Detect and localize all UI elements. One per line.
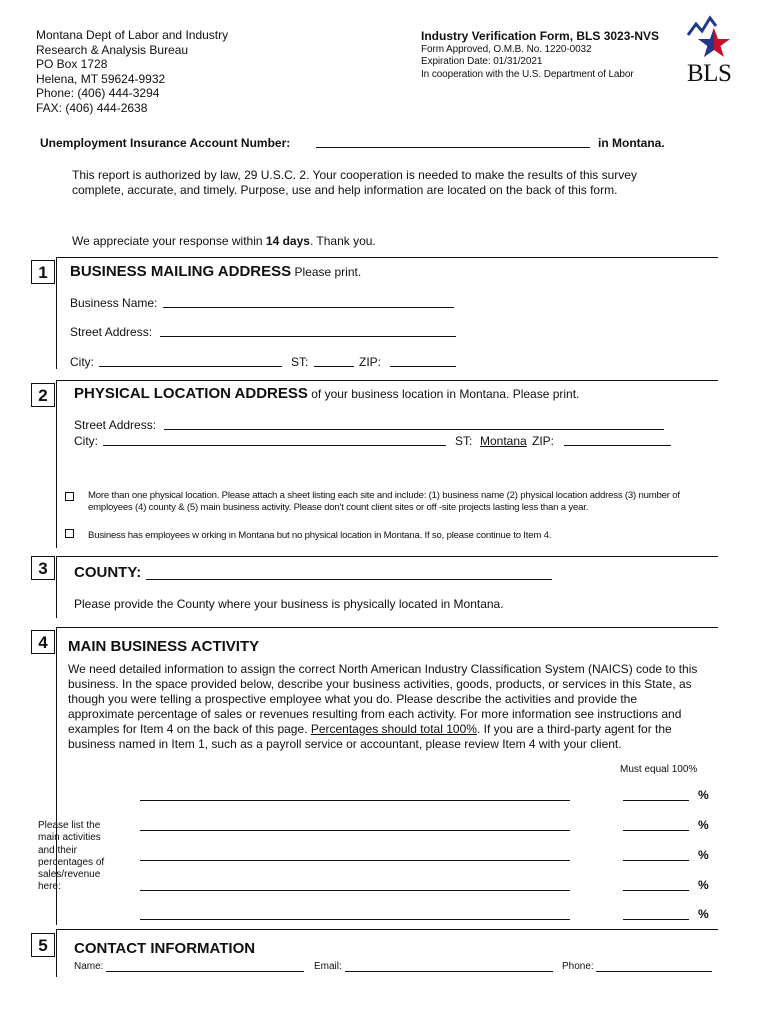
section3-left-rule [56,556,57,618]
percent-line-4[interactable] [623,890,689,891]
agency-bureau: Research & Analysis Bureau [36,42,189,57]
section2-number: 2 [31,383,55,407]
form-expiration: Expiration Date: 01/31/2021 [421,56,543,68]
no-physical-location-checkbox[interactable] [65,529,74,538]
mailing-st-label: ST: [291,355,309,369]
physical-st-value: Montana [480,434,527,448]
contact-phone-field[interactable] [596,971,712,972]
appreciation-text [72,234,376,248]
physical-zip-label: ZIP: [532,434,555,448]
multiple-locations-text: More than one physical location. Please attach a sheet listing each site and include: (1) business name (2) physical location address (3) number of employees (4) county & (5) main business activity. Please don't count client sites or off -site projects lasting less than a year. [88,490,680,513]
section2-title: PHYSICAL LOCATION ADDRESS [74,385,308,402]
contact-email-field[interactable] [345,971,553,972]
main-activity-text-post: . If you are a third-party agent for the business named in Item 1, such as a payroll service or accountant, please review Item 4 with your client. [68,722,672,751]
section1-number: 1 [31,260,55,284]
county-field[interactable] [146,579,552,580]
section2-left-rule [56,380,57,548]
ui-account-number-field[interactable] [316,147,590,148]
section3-top-rule [56,556,718,557]
physical-street-label: Street Address: [74,418,157,432]
percent-sign-4: % [698,878,709,892]
agency-city: Helena, MT 59624-9932 [36,71,166,86]
ui-account-label: Unemployment Insurance Account Number: [40,136,291,150]
activity-line-3[interactable] [140,860,570,861]
section1-heading [70,263,361,281]
mailing-street-label: Street Address: [70,325,153,339]
section3-number: 3 [31,556,55,580]
multiple-locations-checkbox[interactable] [65,492,74,501]
contact-email-label: Email: [314,961,342,972]
form-omb: Form Approved, O.M.B. No. 1220-0032 [421,44,592,55]
agency-phone: Phone: (406) 444-3294 [36,86,160,101]
activity-line-1[interactable] [140,800,570,801]
bls-star-icon [684,14,744,62]
business-name-field[interactable] [163,307,454,308]
form-cooperation: In cooperation with the U.S. Department of Labor [421,68,634,80]
section1-left-rule [56,257,57,369]
percent-sign-5: % [698,907,709,921]
physical-st-label: ST: [455,434,473,448]
percent-line-3[interactable] [623,860,689,861]
percent-line-5[interactable] [623,919,689,920]
percent-sign-1: % [698,788,709,802]
form-title: Industry Verification Form, BLS 3023-NVS [421,29,660,43]
percent-line-1[interactable] [623,800,689,801]
form-info [421,29,681,81]
mailing-zip-label: ZIP: [359,355,382,369]
section1-top-rule [56,257,718,258]
contact-phone-label: Phone: [562,961,594,972]
no-physical-location-text: Business has employees w orking in Montana but no physical location in Montana. If so, please continue to Item 4. [88,530,552,541]
contact-name-label: Name: [74,961,104,972]
physical-city-label: City: [74,434,98,448]
appreciation-post: . Thank you. [309,234,376,248]
section2-note: of your business location in Montana. Please print. [307,387,580,401]
ui-account-suffix: in Montana. [598,136,665,150]
must-equal-note: Must equal 100% [620,764,698,775]
section5-top-rule [56,929,718,930]
contact-name-field[interactable] [106,971,304,972]
activity-line-5[interactable] [140,919,570,920]
agency-name: Montana Dept of Labor and Industry [36,28,229,42]
section1-note: Please print. [291,265,362,279]
activities-side-note: Please list the main activities and their percentages of sales/revenue here: [38,820,105,893]
bls-logo [684,14,744,88]
section1-title: BUSINESS MAILING ADDRESS [70,263,292,280]
authorization-text: This report is authorized by law, 29 U.S.C. 2. Your cooperation is needed to make the results of this survey complete, accurate, and timely. Purpose, use and help information are located on the back of this form. [72,168,637,197]
county-label: COUNTY: [74,564,142,581]
section2-heading [74,385,579,403]
activity-line-4[interactable] [140,890,570,891]
percent-line-2[interactable] [623,830,689,831]
county-instruction: Please provide the County where your business is physically located in Montana. [74,597,504,611]
main-activity-text [68,662,704,752]
section4-top-rule [56,627,718,628]
percentages-total-note: Percentages should total 100% [310,722,477,736]
percent-sign-2: % [698,818,709,832]
section5-title: CONTACT INFORMATION [74,940,256,957]
main-activity-text-pre: We need detailed information to assign the correct North American Industry Classification System (NAICS) code to this business. In the space provided below, describe your business activities, goods, products, or services in this State, as though you were telling a prospective employee what you do. Please describe the activities and provide the approximate percentage of sales or revenues resulting from each activity. For more information see instructions and examples for Item 4 on the back of this page. [68,662,698,736]
section4-number: 4 [31,630,55,654]
agency-fax: FAX: (406) 444-2638 [36,100,148,115]
mailing-zip-field[interactable] [390,366,456,367]
activity-line-2[interactable] [140,830,570,831]
physical-zip-field[interactable] [564,445,671,446]
section4-title: MAIN BUSINESS ACTIVITY [68,638,260,655]
physical-city-field[interactable] [103,445,446,446]
bls-logo-text: BLS [687,60,732,87]
percent-sign-3: % [698,848,709,862]
mailing-city-field[interactable] [99,366,282,367]
appreciation-days: 14 days [265,234,310,248]
section5-left-rule [56,929,57,977]
agency-address [36,28,336,116]
business-name-label: Business Name: [70,296,158,310]
section5-number: 5 [31,933,55,957]
mailing-street-field[interactable] [160,336,456,337]
mailing-city-label: City: [70,355,94,369]
physical-street-field[interactable] [164,429,664,430]
agency-po-box: PO Box 1728 [36,57,108,72]
appreciation-pre: We appreciate your response within [72,234,266,248]
section2-top-rule [56,380,718,381]
mailing-st-field[interactable] [314,366,354,367]
